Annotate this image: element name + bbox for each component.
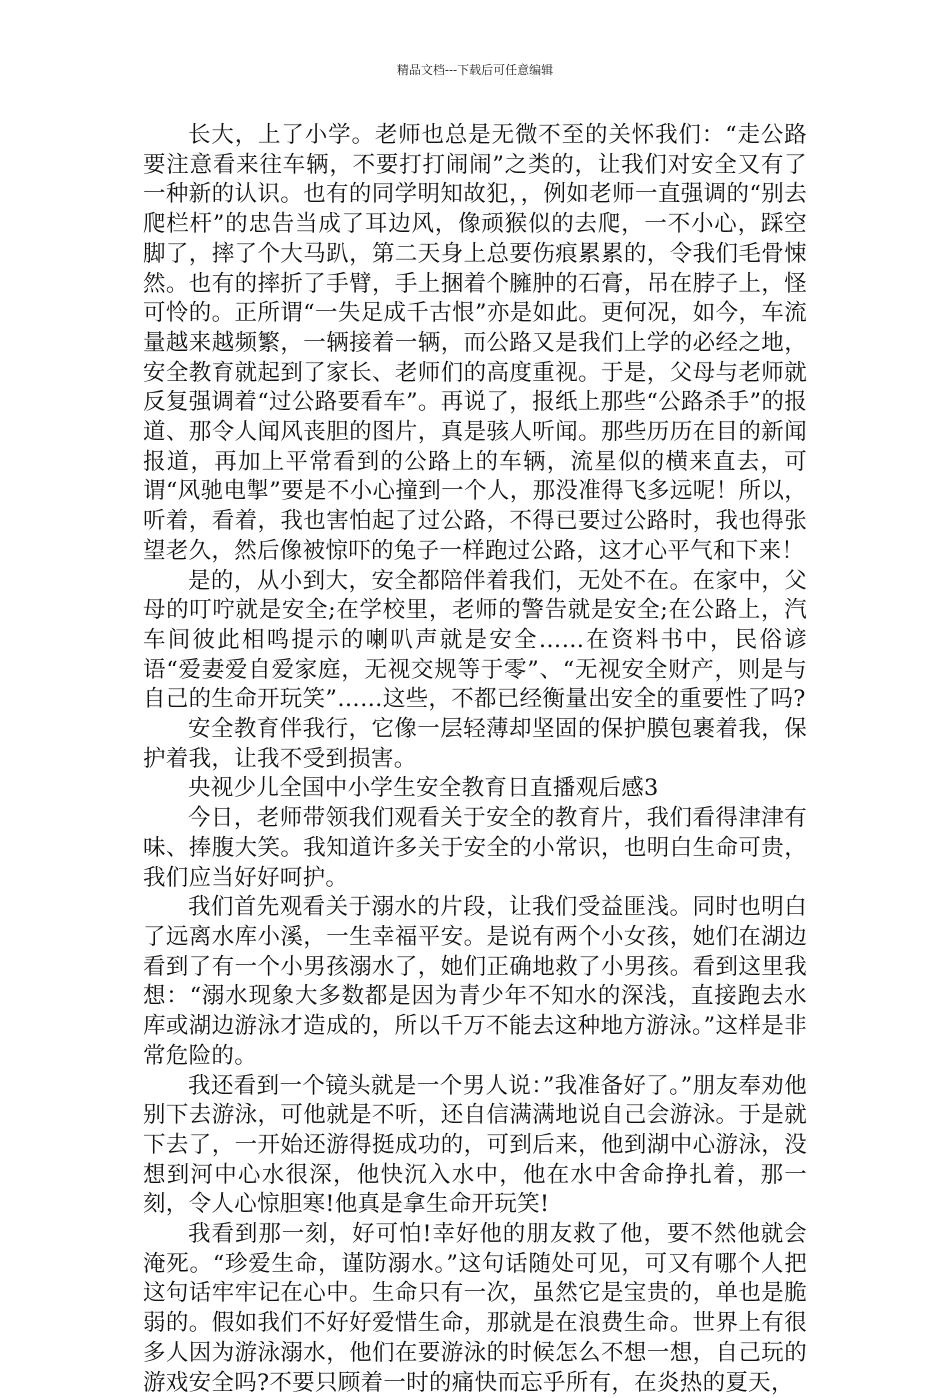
paragraph-safety-protective-film: 安全教育伴我行，它像一层轻薄却坚固的保护膜包裹着我，保护着我，让我不受到损害。 (143, 716, 807, 772)
paragraph-watching-film: 今日，老师带领我们观看关于安全的教育片，我们看得津津有味、捧腹大笑。我知道许多关于安全的小常识，也明白生命可贵，我们应当好好呵护。 (143, 805, 807, 891)
paragraph-safety-everywhere: 是的，从小到大，安全都陪伴着我们，无处不在。在家中，父母的叮咛就是安全;在学校里，老师的警告就是安全;在公路上，汽车间彼此相鸣提示的喇叭声就是安全……在资料书中，民俗谚语“爱妻爱自爱家庭，无视交规等于零”、“无视安全财产，则是与自己的生命开玩笑”……这些，不都已经衡量出安全的重要性了吗? (143, 567, 807, 713)
paragraph-man-swimming: 我还看到一个镜头就是一个男人说：”我准备好了。”朋友奉劝他别下去游泳，可他就是不听，还自信满满地说自己会游泳。于是就下去了，一开始还游得挺成功的，可到后来，他到湖中心游泳，没想到河中心水很深，他快沉入水中，他在水中舍命挣扎着，那一刻，令人心惊胆寒!他真是拿生命开玩笑! (143, 1072, 807, 1218)
paragraph-cherish-life: 我看到那一刻，好可怕!幸好他的朋友救了他，要不然他就会淹死。“珍爱生命，谨防溺水。”这句话随处可见，可又有哪个人把这句话牢牢记在心中。生命只有一次，虽然它是宝贵的，单也是脆弱的。假如我们不好好爱惜生命，那就是在浪费生命。世界上有很多人因为游泳溺水，他们在要游泳的时候怎么不想一想，自己玩的游戏安全吗?不要只顾着一时的痛快而忘乎所有，在炎热的夏天， (143, 1221, 807, 1396)
paragraph-drowning-segment: 我们首先观看关于溺水的片段，让我们受益匪浅。同时也明白了远离水库小溪，一生幸福平安。是说有两个小女孩，她们在湖边看到了有一个小男孩溺水了，她们正确地救了小男孩。看到这里我想：“溺水现象大多数都是因为青少年不知水的深浅，直接跑去水库或湖边游泳才造成的，所以千万不能去这种地方游泳。”这样是非常危险的。 (143, 894, 807, 1069)
section-heading-review-3: 央视少儿全国中小学生安全教育日直播观后感3 (188, 775, 659, 802)
page-header: 精品文档---下载后可任意编辑 (396, 63, 554, 77)
paragraph-childhood-traffic: 长大，上了小学。老师也总是无微不至的关怀我们：“走公路要注意看来往车辆，不要打打闹闹”之类的，让我们对安全又有了一种新的认识。也有的同学明知故犯，，例如老师一直强调的“别去爬栏杆”的忠告当成了耳边风，像顽猴似的去爬，一不小心，踩空脚了，摔了个大马趴，第二天身上总要伤痕累累的，令我们毛骨悚然。也有的摔折了手臂，手上捆着个臃肿的石膏，吊在脖子上，怪可怜的。正所谓“一失足成千古恨”亦是如此。更何况，如今，车流量越来越频繁，一辆接着一辆，而公路又是我们上学的必经之地，安全教育就起到了家长、老师们的高度重视。于是，父母与老师就反复强调着“过公路要看车”。再说了，报纸上那些“公路杀手”的报道、那令人闻风丧胆的图片，真是骇人听闻。那些历历在目的新闻报道，再加上平常看到的公路上的车辆，流星似的横来直去，可谓“风驰电掣”要是不小心撞到一个人，那没准得飞多远呢！所以，听着，看着，我也害怕起了过公路，不得已要过公路时，我也得张望老久，然后像被惊吓的兔子一样跑过公路，这才心平气和下来！ (143, 122, 807, 564)
document-body (143, 121, 807, 1398)
